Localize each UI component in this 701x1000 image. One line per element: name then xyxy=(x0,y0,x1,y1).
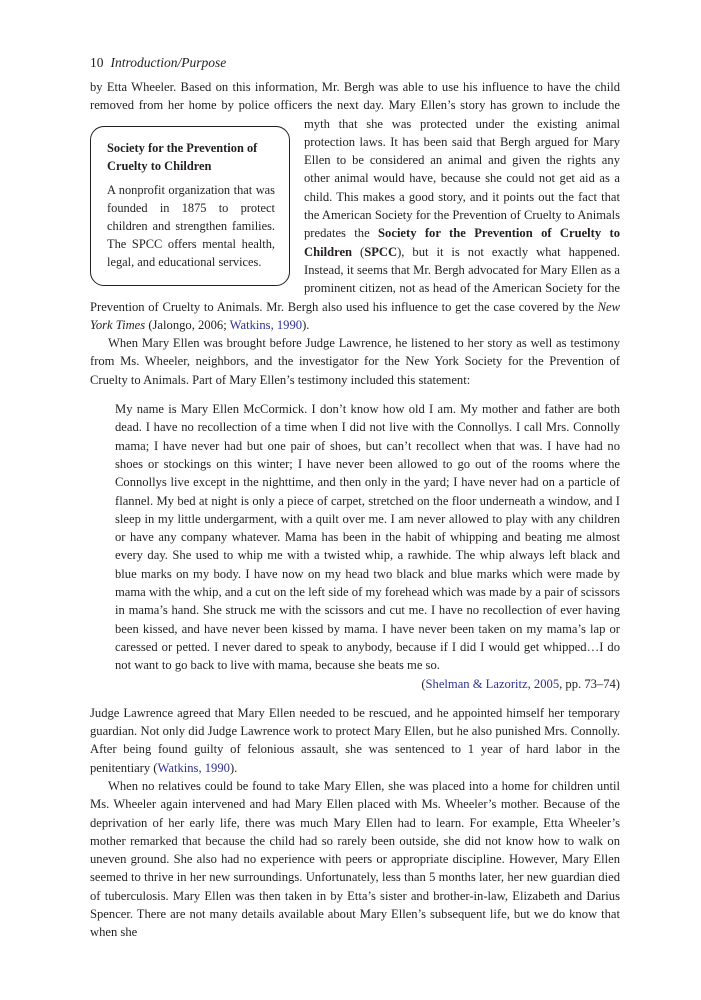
paragraph-text: that she was protected under the existing animal protection laws. It has been said that Bergh argued for Mary Ellen to be considered an animal and given the rights any other animal would have, because she could not get aid as a child. This makes a good story, and it points out the fact that the American Society for the Prevention of Cruelty to Animals predates the xyxy=(304,116,621,241)
running-header xyxy=(90,54,226,72)
paragraph-text: ), but it is not exactly what happened. Instead, it seems that Mr. Bergh advocated for Mary Ellen as a prominent citizen, not as head of the American Society for the Prevention of Cruelty to Animals. Mr. Bergh also used his influence to get the case covered by the xyxy=(90,244,620,314)
publication-title: New York Times xyxy=(90,299,620,332)
paragraph-text: ). xyxy=(229,760,238,775)
paragraph-3 xyxy=(90,704,620,777)
citation-paren: ( xyxy=(421,676,426,691)
quote-text: My name is Mary Ellen McCormick. I don’t know how old I am. My mother and father are both dead. I have no recollection of a time when I did not live with the Connollys. I call Mrs. Connolly mama; I have never had but one pair of shoes, but can’t recollect when that was. I have had no shoes or stockings on this winter; I have never been allowed to go out of the rooms where the Connollys live except in the nighttime, and then only in the yard; I have never had on a particle of flannel. My bed at night is only a piece of carpet, stretched on the floor underneath a window, and I sleep in my little undergarment, with a quilt over me. I am never allowed to play with any children or have any company whatever. Mama has been in the habit of whipping and beating me almost every day. She used to whip me with a twisted whip, a rawhide. The whip always left black and blue marks on my body. I have now on my head two black and blue marks which were made by mama with the whip, and a cut on the left side of my forehead which was made by a pair of scissors in mama’s hand. She struck me with the scissors and cut me. I have no recollection of ever having been kissed, and have never been kissed by mama. I have never been taken on my mama’s lap or caressed or petted. I never dared to speak to anybody, because if I did I would get whipped…I do not want to go back to live with mama, because she beats me so. xyxy=(115,402,620,673)
body-text xyxy=(90,78,620,942)
paragraph-text: ( xyxy=(352,244,365,259)
quote-citation xyxy=(115,675,620,693)
key-term: Society for the Prevention of Cruelty to Children xyxy=(304,226,621,259)
page-number: 10 xyxy=(90,55,104,70)
citation-pages: , pp. 73–74) xyxy=(559,676,620,691)
sidebar-title: Society for the Prevention of Cruelty to Children xyxy=(107,140,258,173)
sidebar-definition: A nonprofit organization that was founded in 1875 to protect children and strengthen families. The SPCC offers mental health, legal, and educational services. xyxy=(107,182,275,269)
citation-link[interactable]: Shelman & Lazoritz, 2005 xyxy=(425,676,560,691)
key-term-abbr: SPCC xyxy=(364,244,398,259)
paragraph-text: Judge Lawrence agreed that Mary Ellen needed to be rescued, and he appointed himself her temporary guardian. Not only did Judge Lawrence work to protect Mary Ellen, but he also punished Mrs. Connolly. After being found guilty of felonious assault, she was sentenced to 1 year of hard labor in the penitentiary ( xyxy=(90,705,620,775)
spacer xyxy=(90,693,620,704)
section-title: Introduction/Purpose xyxy=(110,55,227,70)
paragraph-lead: by Etta Wheeler. Based on this information, Mr. Bergh was able to use his influence to have the child removed from her home by police officers the next day. Mary Ellen’s story has grown to include the myth xyxy=(90,80,620,131)
spacer xyxy=(90,389,620,400)
paragraph-4: When no relatives could be found to take Mary Ellen, she was placed into a home for children until Ms. Wheeler again intervened and had Mary Ellen placed with Ms. Wheeler’s mother. Because of the deprivation of her early life, there was much Mary Ellen had to learn. For example, Etta Wheeler’s mother remarked that because the child had so rarely been outside, she did not know how to walk on uneven ground. She also had no experience with peers or appropriate discipline. However, Mary Ellen seemed to thrive in her new surroundings. Unfortunately, less than 5 months later, her new guardian died of tuberculosis. Mary Ellen was then taken in by Etta’s sister and brother-in-law, Elizabeth and Darius Spencer. There are not many details available about Mary Ellen’s subsequent life, but we do know that when she xyxy=(90,778,620,940)
citation-link[interactable]: Watkins, 1990 xyxy=(157,760,230,775)
paragraph-text: (Jalongo, 2006; xyxy=(145,317,230,332)
paragraph-2: When Mary Ellen was brought before Judge Lawrence, he listened to her story as well as testimony from Ms. Wheeler, neighbors, and the investigator for the New York Society for the Prevention of Cruelty to Animals. Part of Mary Ellen’s testimony included this statement: xyxy=(90,336,620,387)
block-quote xyxy=(115,400,620,693)
paragraph-1 xyxy=(90,78,620,334)
citation-link[interactable]: Watkins, 1990 xyxy=(229,317,303,332)
definition-sidebar xyxy=(90,126,290,286)
paragraph-text: ). xyxy=(302,317,310,332)
